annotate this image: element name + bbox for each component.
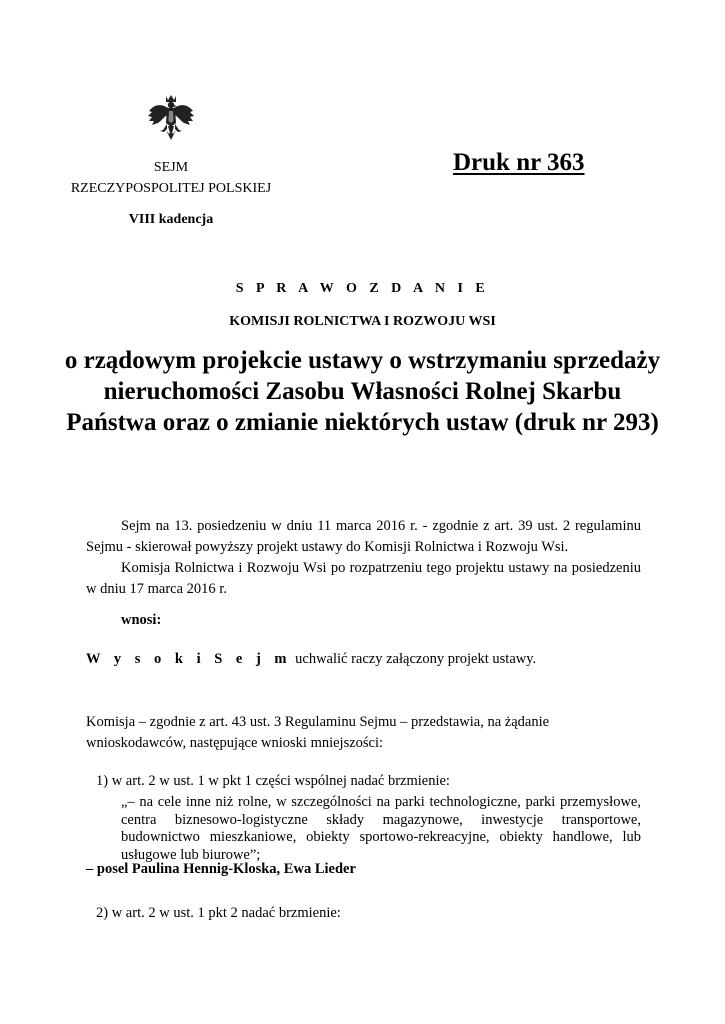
paragraph-referral xyxy=(86,516,641,558)
motion-item-2: 2) w art. 2 w ust. 1 pkt 2 nadać brzmienie: xyxy=(96,905,341,921)
paragraph-referral-text: Sejm na 13. posiedzeniu w dniu 11 marca 2016 r. - zgodnie z art. 39 ust. 2 regulaminu Sejmu - skierował powyższy projekt ustawy do Komisji Rolnictwa i Rozwoju Wsi. xyxy=(86,518,641,555)
minority-motions-intro: Komisja – zgodnie z art. 43 ust. 3 Regulaminu Sejmu – przedstawia, na żądanie wnioskodawców, następujące wnioski mniejszości: xyxy=(86,714,550,751)
motion-item-1: 1) w art. 2 w ust. 1 w pkt 1 części wspólnej nadać brzmienie: xyxy=(96,773,450,789)
motion-item-1-authors: – posel Paulina Hennig-Kloska, Ewa Lieder xyxy=(86,861,356,877)
institution-line-1: SEJM xyxy=(153,160,189,175)
polish-eagle-emblem-icon xyxy=(146,93,196,141)
request-line xyxy=(86,651,536,668)
term: VIII kadencja xyxy=(128,212,214,227)
paragraph-consideration-text: Komisja Rolnictwa i Rozwoju Wsi po rozpatrzeniu tego projektu ustawy na posiedzeniu w dniu 17 marca 2016 r. xyxy=(86,560,641,597)
request-text: uchwalić raczy załączony projekt ustawy. xyxy=(291,651,537,667)
request-addressee: W y s o k i S e j m xyxy=(86,651,292,667)
print-number: Druk nr 363 xyxy=(453,149,585,176)
report-heading: S P R A W O Z D A N I E xyxy=(235,281,490,296)
motion-item-1-quote: „– na cele inne niż rolne, w szczególności na parki technologiczne, parki przemysłowe, centra biznesowo-logistyczne składy magazynowe, inwestycje transportowe, budownictwo mieszkaniowe, obiekty sportowo-rekreacyjne, obiekty handlowe, lub usługowe lub biurowe”; xyxy=(121,794,641,863)
report-title: o rządowym projekcie ustawy o wstrzymaniu sprzedaży nieruchomości Zasobu Własności Rolnej Skarbu Państwa oraz o zmianie niektórych ustaw (druk nr 293) xyxy=(64,347,661,436)
paragraph-consideration xyxy=(86,558,641,600)
committee-name: KOMISJI ROLNICTWA I ROZWOJU WSI xyxy=(229,314,496,329)
institution-line-2: RZECZYPOSPOLITEJ POLSKIEJ xyxy=(70,181,272,196)
motion-label: wnosi: xyxy=(121,612,162,628)
institution-name xyxy=(60,157,282,199)
